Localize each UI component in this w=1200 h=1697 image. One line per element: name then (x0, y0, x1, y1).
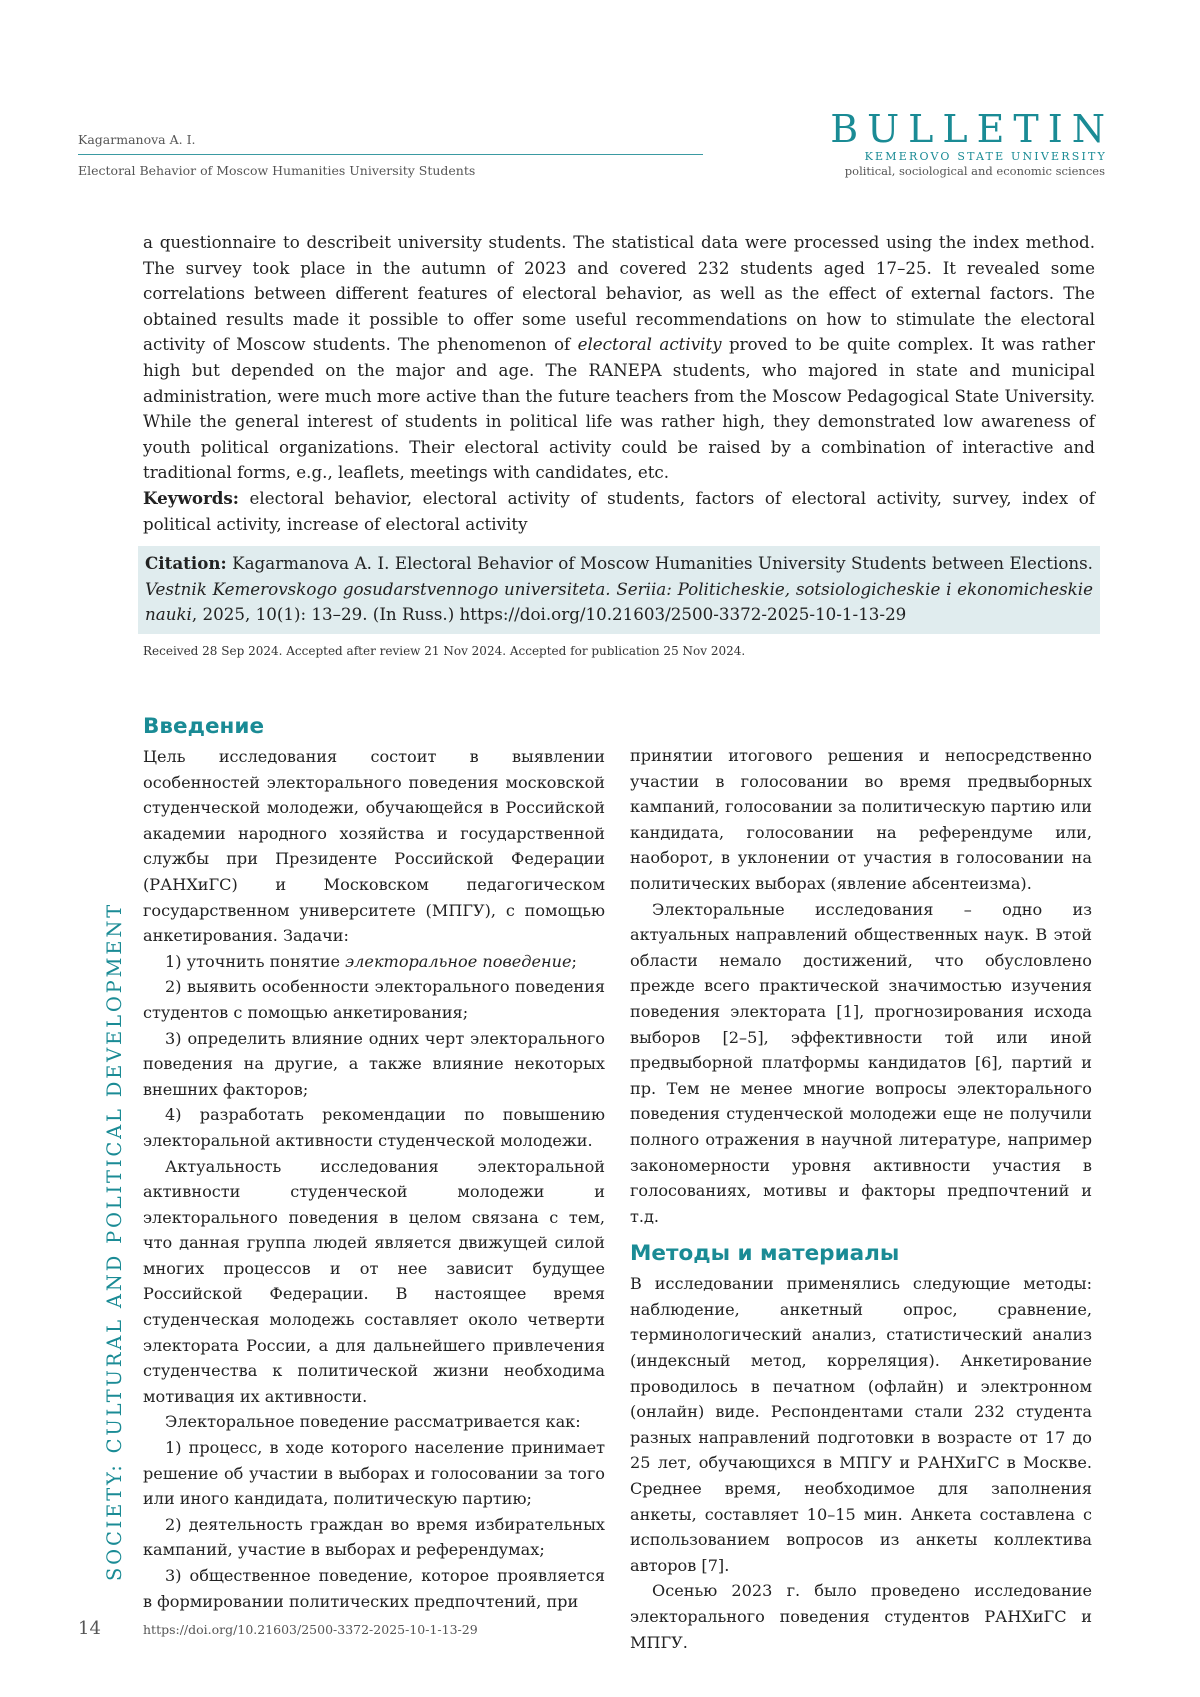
abstract-part1: a questionnaire to describeit university students. The statistical data were processed using the index method. The survey took place in the autumn of 2023 and covered 232 students aged 17–25. It revealed some correlations between different features of electoral behavior, as well as the effect of external factors. The obtained results made it possible to offer some useful recommendations on how to stimulate the electoral activity of Moscow students. The phenomenon of (143, 232, 1095, 355)
methods-heading: Методы и материалы (630, 1241, 900, 1267)
intro-heading: Введение (143, 714, 265, 739)
column-right (630, 743, 1092, 1655)
intro-paragraph: Актуальность исследования электоральной активности студенческой молодежи и электорального поведения в целом связана с тем, что данная группа людей является движущей силой многих процессов и от нее зависит будущее Российской Федерации. В настоящее время студенческая молодежь составляет около четверти электората России, а для дальнейшего привлечения студенчества к политической жизни необходима мотивация их активности. (143, 1156, 605, 1406)
intro-paragraph: Цель исследования состоит в выявлении особенностей электорального поведения московской студенческой молодежи, обучающейся в Российской академии народного хозяйства и государственной службы при Президенте Российской Федерации (РАНХиГС) и Московском педагогическом государственном университете (МПГУ), с помощью анкетирования. Задачи: (143, 747, 605, 946)
body-paragraph: принятии итогового решения и непосредственно участии в голосовании во время предвыборных кампаний, голосовании за политическую партию или кандидата, голосовании на референдуме или, наоборот, в уклонении от участия в голосовании на политических выборах (явление абсентеизма). (630, 746, 1092, 893)
task1-suffix: ; (571, 951, 577, 971)
citation-label: Citation: (145, 553, 227, 573)
body-paragraph: Осенью 2023 г. было проведено исследование электорального поведения студентов РАНХиГС и МПГУ. (630, 1581, 1092, 1652)
citation-doi: , 2025, 10(1): 13–29. (In Russ.) https://doi.org/10.21603/2500-3372-2025-10-1-13-29 (191, 604, 907, 625)
definition-item: 1) процесс, в ходе которого население принимает решение об участии в выборах и голосовании за того или иного кандидата, политическую партию; (143, 1438, 605, 1509)
definition-item: 3) общественное поведение, которое проявляется в формировании политических предпочтений, при (143, 1566, 605, 1611)
citation-text: Kagarmanova A. I. Electoral Behavior of Moscow Humanities University Students between Elections. (232, 553, 1093, 573)
header-author: Kagarmanova A. I. (78, 132, 196, 147)
journal-name: BULLETIN (830, 107, 1114, 151)
task1-prefix: 1) уточнить понятие (165, 951, 341, 971)
keywords-label: Keywords: (143, 487, 239, 508)
task-item: 4) разработать рекомендации по повышению электоральной активности студенческой молодежи. (143, 1105, 605, 1150)
header-rule (78, 154, 703, 155)
task-item (143, 949, 605, 975)
task1-term: электоральное поведение (345, 951, 572, 971)
task-item: 2) выявить особенности электорального поведения студентов с помощью анкетирования; (143, 977, 605, 1022)
journal-logo (830, 107, 1114, 179)
body-paragraph: В исследовании применялись следующие методы: наблюдение, анкетный опрос, сравнение, терминологический анализ, статистический анализ (индексный метод, корреляция). Анкетирование проводилось в печатном (офлайн) и электронном (онлайн) виде. Респондентами стали 232 студента разных направлений подготовки в возрасте от 17 до 25 лет, обучающихся в МПГУ и РАНХиГС в Москве. Среднее время, необходимое для заполнения анкеты, составляет 10–15 мин. Анкета составлена с использованием вопросов из анкеты коллектива авторов [7]. (630, 1274, 1092, 1575)
abstract-italic-term: electoral activity (577, 334, 722, 355)
intro-paragraph: Электоральное поведение рассматривается как: (165, 1412, 581, 1432)
footer-doi: https://doi.org/10.21603/2500-3372-2025-10-1-13-29 (143, 1622, 478, 1637)
abstract (143, 230, 1095, 537)
keywords (143, 486, 1095, 537)
journal-series: political, sociological and economic sciences (844, 164, 1105, 178)
citation-journal: Vestnik Kemerovskogo gosudarstvennogo universiteta. Seriia: Politicheskie, sotsiologicheskie i ekonomicheskie nauki (145, 578, 1093, 625)
keywords-text: electoral behavior, electoral activity of students, factors of electoral activity, survey, index of political activity, increase of electoral activity (143, 487, 1095, 534)
journal-subtitle: KEMEROVO STATE UNIVERSITY (864, 150, 1107, 163)
citation-box (138, 546, 1100, 634)
definition-item: 2) деятельность граждан во время избирательных кампаний, участие в выборах и референдумах; (143, 1514, 605, 1560)
page-number: 14 (78, 1618, 101, 1639)
task-item: 3) определить влияние одних черт электорального поведения на другие, а также влияние некоторых внешних факторов; (143, 1028, 605, 1099)
section-sidebar-label: SOCIETY: CULTURAL AND POLITICAL DEVELOPMENT (103, 901, 126, 1581)
column-left (143, 712, 605, 1614)
abstract-text (143, 230, 1095, 486)
received-dates: Received 28 Sep 2024. Accepted after review 21 Nov 2024. Accepted for publication 25 Nov 2024. (143, 644, 746, 658)
header-article-title: Electoral Behavior of Moscow Humanities University Students (78, 163, 476, 178)
body-paragraph: Электоральные исследования – одно из актуальных направлений общественных наук. В этой области немало достижений, что обусловлено прежде всего практической значимостью изучения поведения электората [1], прогнозирования исхода выборов [2–5], эффективности той или иной предвыборной платформы кандидатов [6], партий и пр. Тем не менее многие вопросы электорального поведения студенческой молодежи еще не получили полного отражения в научной литературе, например закономерности уровня активности участия в голосованиях, мотивы и факторы предпочтений и т.д. (630, 899, 1092, 1226)
running-header (78, 128, 703, 178)
abstract-part2: proved to be quite complex. It was rather high but depended on the major and age. The RANEPA students, who majored in state and municipal administration, were much more active than the future teachers from the Moscow Pedagogical State University. While the general interest of students in political life was rather high, they demonstrated low awareness of youth political organizations. Their electoral activity could be raised by a combination of interactive and traditional forms, e.g., leaflets, meetings with candidates, etc. (143, 334, 1095, 483)
